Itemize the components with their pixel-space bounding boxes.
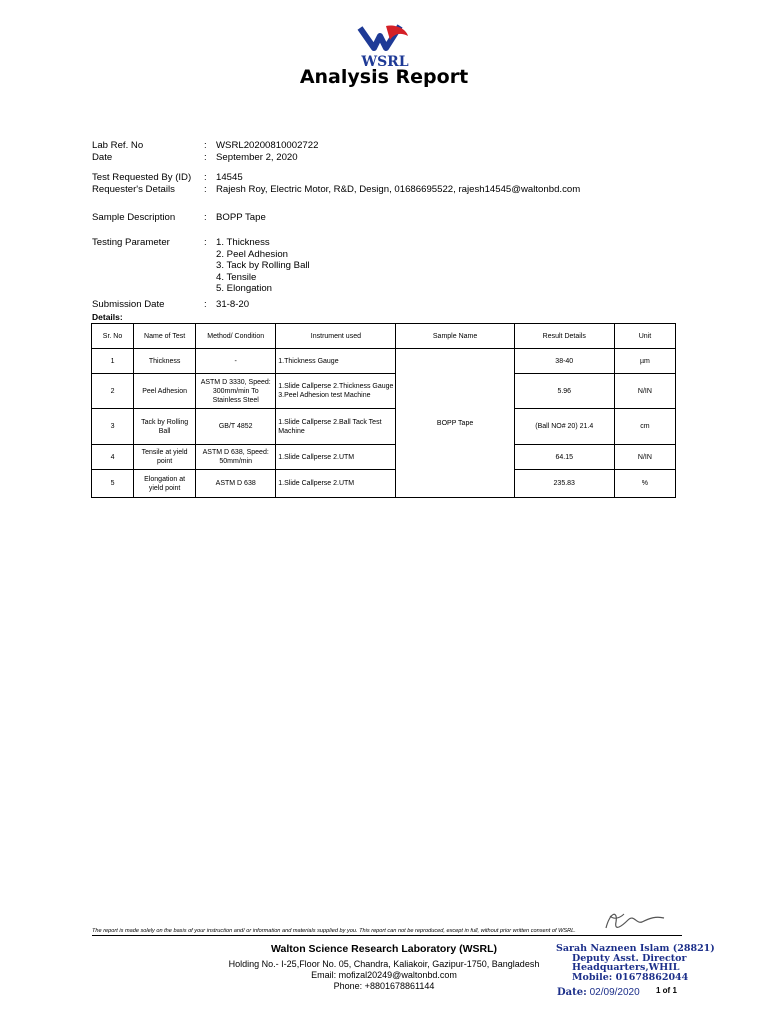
wsrl-logo xyxy=(356,22,414,68)
table-row xyxy=(92,445,676,470)
lab-address: Holding No.- I-25,Floor No. 05, Chandra, Kaliakoir, Gazipur-1750, Bangladesh xyxy=(228,959,540,969)
page-number: 1 of 1 xyxy=(656,986,677,995)
colon: : xyxy=(204,299,207,310)
sr-cell: 1 xyxy=(92,349,134,374)
table-row xyxy=(92,470,676,498)
method-cell: GB/T 4852 xyxy=(196,409,276,445)
testing-param-list xyxy=(216,237,310,295)
instrument-cell: 1.Thickness Gauge xyxy=(276,349,396,374)
page-title: Analysis Report xyxy=(299,66,469,88)
official-stamp xyxy=(556,944,715,982)
table-row xyxy=(92,349,676,374)
date-value: September 2, 2020 xyxy=(216,152,298,163)
submission-value: 31-8-20 xyxy=(216,299,250,310)
test-cell: Tack by Rolling Ball xyxy=(134,409,196,445)
sr-cell: 4 xyxy=(92,445,134,470)
lab-ref-value: WSRL20200810002722 xyxy=(216,140,319,151)
disclaimer-note: The report is made solely on the basis of your instruction and/ or information and materials supplied by you. This report can not be reproduced, except in full, without prior written consent of WSRL. xyxy=(92,928,682,936)
signature-date xyxy=(557,987,640,998)
test-cell: Peel Adhesion xyxy=(134,374,196,409)
date-label: Date xyxy=(92,152,113,163)
lab-email: Email: mofizal20249@waltonbd.com xyxy=(311,970,457,980)
header-name-of-test: Name of Test xyxy=(134,324,196,349)
table-row xyxy=(92,374,676,409)
table-header-row xyxy=(92,324,676,349)
header-result: Result Details xyxy=(514,324,614,349)
lab-phone: Phone: +8801678861144 xyxy=(333,981,435,991)
stamp-mobile: Mobile: 01678862044 xyxy=(572,971,689,983)
instrument-cell: 1.Slide Callperse 2.UTM xyxy=(276,445,396,470)
instrument-cell: 1.Slide Callperse 2.UTM xyxy=(276,470,396,498)
sample-desc-value: BOPP Tape xyxy=(216,212,266,223)
stamp-name: Sarah Nazneen Islam (28821) xyxy=(556,943,715,954)
details-label: Details: xyxy=(92,312,123,322)
colon: : xyxy=(204,140,207,151)
table-row xyxy=(92,409,676,445)
logo-text: WSRL xyxy=(361,54,409,68)
result-cell: 5.96 xyxy=(514,374,614,409)
header-sample-name: Sample Name xyxy=(396,324,514,349)
result-cell: 38-40 xyxy=(514,349,614,374)
test-cell: Thickness xyxy=(134,349,196,374)
result-cell: 235.83 xyxy=(514,470,614,498)
test-requested-value: 14545 xyxy=(216,172,243,183)
result-cell: (Ball NO# 20) 21.4 xyxy=(514,409,614,445)
unit-cell: cm xyxy=(614,409,675,445)
sr-cell: 2 xyxy=(92,374,134,409)
testing-param-label: Testing Parameter xyxy=(92,237,170,248)
signature-date-label: Date: xyxy=(557,987,587,998)
method-cell: ASTM D 638 xyxy=(196,470,276,498)
method-cell: ASTM D 3330, Speed: 300mm/min To Stainless Steel xyxy=(196,374,276,409)
method-cell: ASTM D 638, Speed: 50mm/min xyxy=(196,445,276,470)
header-instrument: Instrument used xyxy=(276,324,396,349)
colon: : xyxy=(204,152,207,163)
signature-date-value: 02/09/2020 xyxy=(589,987,640,998)
unit-cell: µm xyxy=(614,349,675,374)
requester-label: Requester's Details xyxy=(92,184,175,195)
test-cell: Tensile at yield point xyxy=(134,445,196,470)
instrument-cell: 1.Slide Callperse 2.Ball Tack Test Machine xyxy=(276,409,396,445)
testing-param-item: 5. Elongation xyxy=(216,283,273,294)
requester-value: Rajesh Roy, Electric Motor, R&D, Design, 01686695522, rajesh14545@waltonbd.com xyxy=(216,184,581,195)
header-sr-no: Sr. No xyxy=(92,324,134,349)
testing-param-item: 3. Tack by Rolling Ball xyxy=(216,260,310,271)
unit-cell: N/IN xyxy=(614,445,675,470)
header-unit: Unit xyxy=(614,324,675,349)
colon: : xyxy=(204,212,207,223)
testing-param-item: 4. Tensile xyxy=(216,271,257,283)
stamp-org: Headquarters,WHIL xyxy=(572,962,680,973)
sample-desc-label: Sample Description xyxy=(92,212,176,223)
test-requested-label: Test Requested By (ID) xyxy=(92,172,192,183)
stamp-title: Deputy Asst. Director xyxy=(572,952,687,964)
lab-ref-label: Lab Ref. No xyxy=(92,140,144,151)
unit-cell: % xyxy=(614,470,675,498)
header-method: Method/ Condition xyxy=(196,324,276,349)
test-cell: Elongation at yield point xyxy=(134,470,196,498)
colon: : xyxy=(204,172,207,183)
unit-cell: N/IN xyxy=(614,374,675,409)
colon: : xyxy=(204,184,207,195)
instrument-cell: 1.Slide Callperse 2.Thickness Gauge 3.Peel Adhesion test Machine xyxy=(276,374,396,409)
sr-cell: 3 xyxy=(92,409,134,445)
submission-label: Submission Date xyxy=(92,299,165,310)
result-cell: 64.15 xyxy=(514,445,614,470)
testing-param-item: 2. Peel Adhesion xyxy=(216,248,289,260)
method-cell: - xyxy=(196,349,276,374)
colon: : xyxy=(204,237,207,248)
sr-cell: 5 xyxy=(92,470,134,498)
lab-name: Walton Science Research Laboratory (WSRL) xyxy=(271,943,497,955)
testing-param-item: 1. Thickness xyxy=(216,237,270,248)
results-table xyxy=(91,323,676,498)
sample-name-cell: BOPP Tape xyxy=(396,349,514,498)
